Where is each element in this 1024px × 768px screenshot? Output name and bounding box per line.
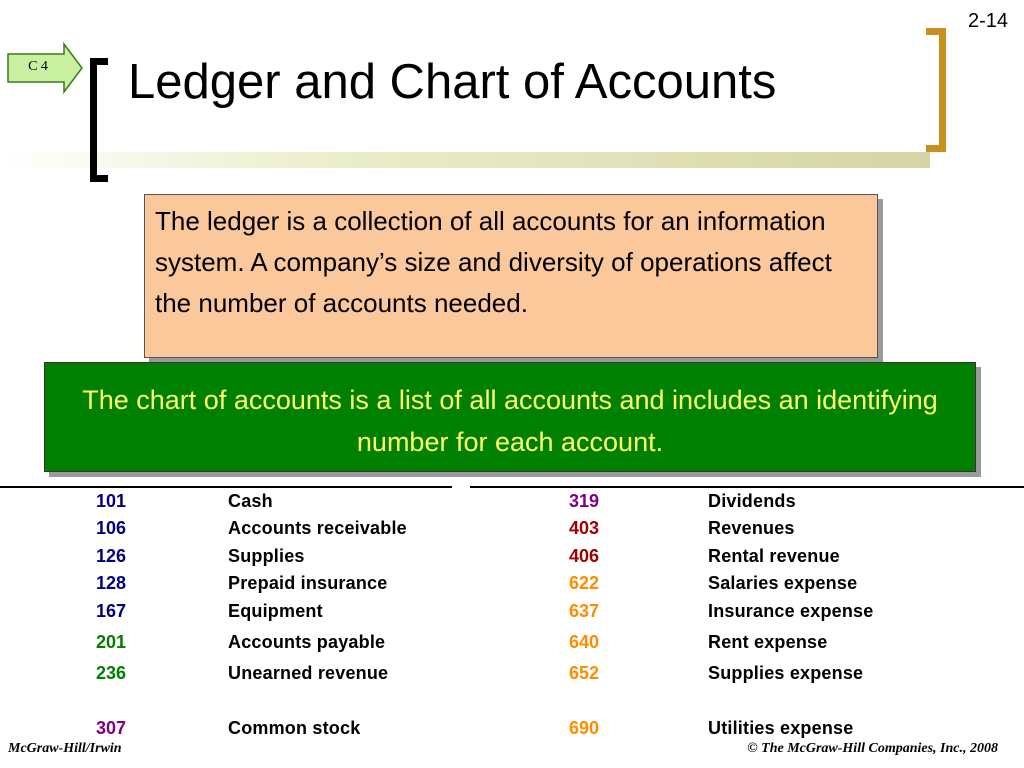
account-number: 622	[569, 573, 600, 593]
account-row	[569, 488, 989, 515]
account-row	[569, 570, 989, 597]
account-number: 690	[569, 718, 600, 738]
account-name: Utilities expense	[708, 718, 854, 738]
account-number: 101	[96, 491, 127, 511]
footer-publisher: McGraw-Hill/Irwin	[8, 741, 122, 756]
badge-label: C 4	[28, 59, 48, 74]
left-bracket	[90, 58, 108, 182]
account-row	[569, 543, 989, 570]
account-name: Rental revenue	[708, 546, 840, 566]
footer-copyright: © The McGraw-Hill Companies, Inc., 2008	[747, 741, 998, 756]
account-number: 126	[96, 546, 127, 566]
account-row	[569, 660, 989, 687]
account-name: Unearned revenue	[228, 663, 389, 683]
account-row	[96, 570, 516, 597]
account-row	[96, 660, 516, 687]
account-number: 652	[569, 663, 600, 683]
account-row	[96, 515, 516, 542]
account-name: Accounts receivable	[228, 518, 407, 538]
account-name: Salaries expense	[708, 573, 858, 593]
account-number: 307	[96, 718, 127, 738]
account-number: 403	[569, 518, 600, 538]
account-row	[569, 715, 989, 742]
account-row	[96, 598, 516, 625]
account-number: 637	[569, 601, 600, 621]
account-row	[569, 629, 989, 656]
right-bracket	[926, 28, 946, 152]
page-title: Ledger and Chart of Accounts	[128, 55, 777, 109]
account-row	[96, 543, 516, 570]
account-number: 128	[96, 573, 127, 593]
account-name: Rent expense	[708, 632, 828, 652]
account-number: 236	[96, 663, 127, 683]
account-name: Equipment	[228, 601, 323, 621]
account-name: Accounts payable	[228, 632, 386, 652]
account-number: 106	[96, 518, 127, 538]
account-name: Revenues	[708, 518, 795, 538]
account-number: 406	[569, 546, 600, 566]
account-row	[569, 515, 989, 542]
chart-of-accounts-definition-box: The chart of accounts is a list of all accounts and includes an identifying number for each account.	[44, 362, 976, 472]
account-name: Supplies	[228, 546, 305, 566]
account-row	[96, 629, 516, 656]
account-name: Dividends	[708, 491, 796, 511]
account-name: Cash	[228, 491, 273, 511]
learning-objective-badge	[6, 42, 84, 94]
account-row	[569, 598, 989, 625]
account-name: Supplies expense	[708, 663, 864, 683]
account-number: 201	[96, 632, 127, 652]
account-number: 319	[569, 491, 600, 511]
account-name: Prepaid insurance	[228, 573, 388, 593]
header-band	[0, 152, 930, 168]
ledger-definition-box: The ledger is a collection of all accounts for an information system. A company’s size and diversity of operations affect the number of accounts needed.	[144, 194, 878, 358]
slide-number: 2-14	[967, 10, 1008, 32]
account-number: 640	[569, 632, 600, 652]
account-name: Common stock	[228, 718, 361, 738]
account-row	[96, 488, 516, 515]
account-number: 167	[96, 601, 127, 621]
account-row	[96, 715, 516, 742]
account-name: Insurance expense	[708, 601, 874, 621]
